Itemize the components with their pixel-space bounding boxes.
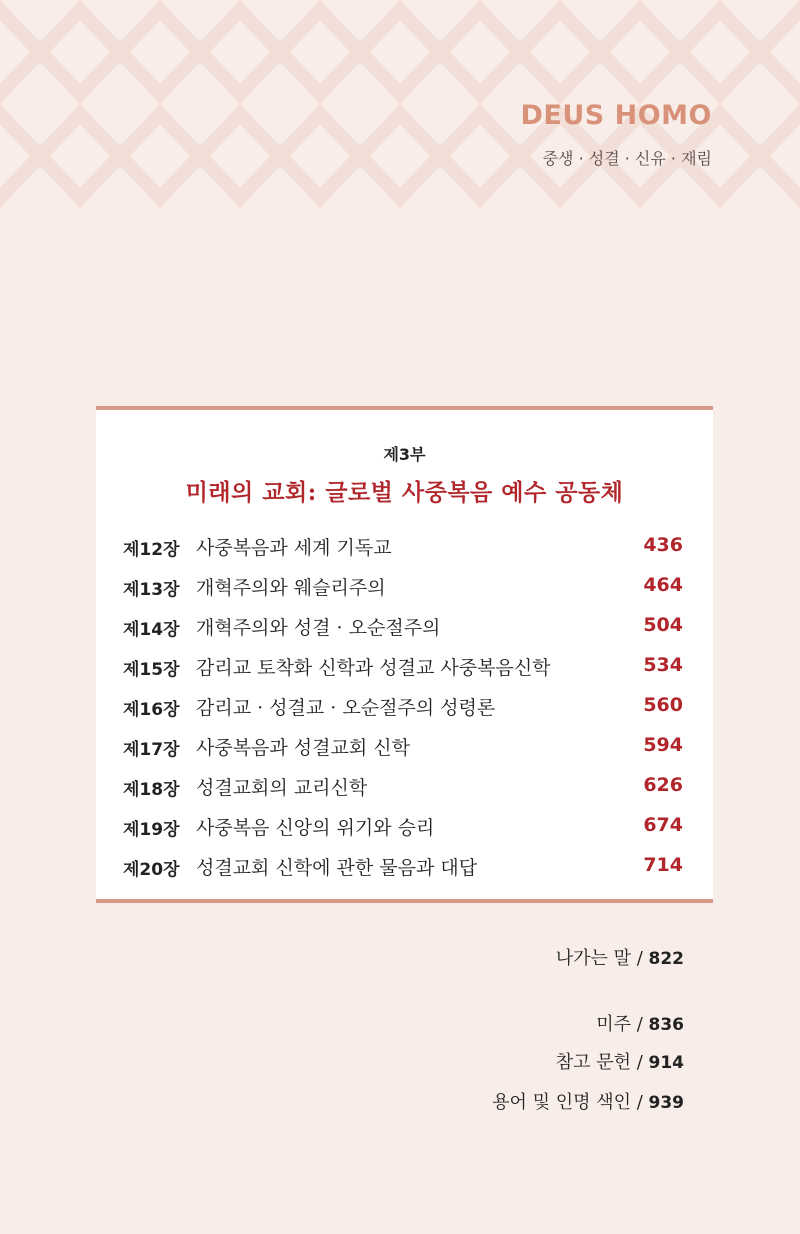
chapter-page: 714 [643, 854, 683, 876]
brand-subtitle: 중생 · 성결 · 신유 · 재림 [542, 149, 712, 168]
chapter-title: 사중복음 신앙의 위기와 승리 [196, 817, 435, 839]
chapter-title: 사중복음과 성결교회 신학 [196, 737, 410, 759]
back-matter-item[interactable]: 참고 문헌 / 914 [555, 1052, 684, 1073]
chapter-page: 534 [643, 654, 683, 676]
chapter-number: 제18장 [123, 780, 180, 800]
chapter-number: 제19장 [123, 820, 180, 840]
chapter-row[interactable] [96, 728, 713, 768]
chapter-page: 626 [643, 774, 683, 796]
chapter-number: 제15장 [123, 660, 180, 680]
back-matter-item[interactable]: 미주 / 836 [596, 1014, 684, 1035]
back-matter-page: 836 [648, 1015, 684, 1035]
header-band [0, 0, 800, 208]
chapter-row[interactable] [96, 768, 713, 808]
chapter-number: 제16장 [123, 700, 180, 720]
chapter-page: 594 [643, 734, 683, 756]
chapter-row[interactable] [96, 808, 713, 848]
chapter-row[interactable] [96, 848, 713, 888]
toc-box [96, 406, 713, 903]
brand-title: DEUS HOMO [520, 100, 712, 131]
chapter-number: 제14장 [123, 620, 180, 640]
part-title: 미래의 교회: 글로벌 사중복음 예수 공동체 [185, 479, 624, 506]
chapter-page: 674 [643, 814, 683, 836]
chapter-number: 제20장 [123, 860, 180, 880]
chapter-number: 제13장 [123, 580, 180, 600]
chapter-page: 504 [643, 614, 683, 636]
back-matter-page: 822 [648, 949, 684, 969]
back-matter-item[interactable]: 나가는 말 / 822 [555, 948, 684, 969]
chapter-title: 개혁주의와 성결 · 오순절주의 [196, 617, 441, 639]
chapter-number: 제17장 [123, 740, 180, 760]
chapter-title: 성결교회의 교리신학 [196, 777, 368, 799]
back-matter-label: 미주 [596, 1014, 631, 1035]
back-matter-label: 나가는 말 [555, 948, 631, 969]
chapter-number: 제12장 [123, 540, 180, 560]
chapter-row[interactable] [96, 528, 713, 568]
chapter-title: 사중복음과 세계 기독교 [196, 537, 392, 559]
chapter-title: 감리교 토착화 신학과 성결교 사중복음신학 [196, 657, 551, 679]
chapter-row[interactable] [96, 568, 713, 608]
chapter-page: 464 [643, 574, 683, 596]
chapter-row[interactable] [96, 608, 713, 648]
back-matter-label: 참고 문헌 [555, 1052, 631, 1073]
back-matter-label: 용어 및 인명 색인 [492, 1092, 631, 1113]
chapter-title: 감리교 · 성결교 · 오순절주의 성령론 [196, 697, 496, 719]
chapter-row[interactable] [96, 648, 713, 688]
chapter-row[interactable] [96, 688, 713, 728]
back-matter-page: 914 [648, 1053, 684, 1073]
back-matter-page: 939 [648, 1093, 684, 1113]
chapter-title: 개혁주의와 웨슬리주의 [196, 577, 386, 599]
chapter-page: 560 [643, 694, 683, 716]
part-label: 제3부 [383, 445, 426, 464]
chapter-page: 436 [643, 534, 683, 556]
chapter-title: 성결교회 신학에 관한 물음과 대답 [196, 857, 478, 879]
back-matter-item[interactable]: 용어 및 인명 색인 / 939 [492, 1092, 684, 1113]
